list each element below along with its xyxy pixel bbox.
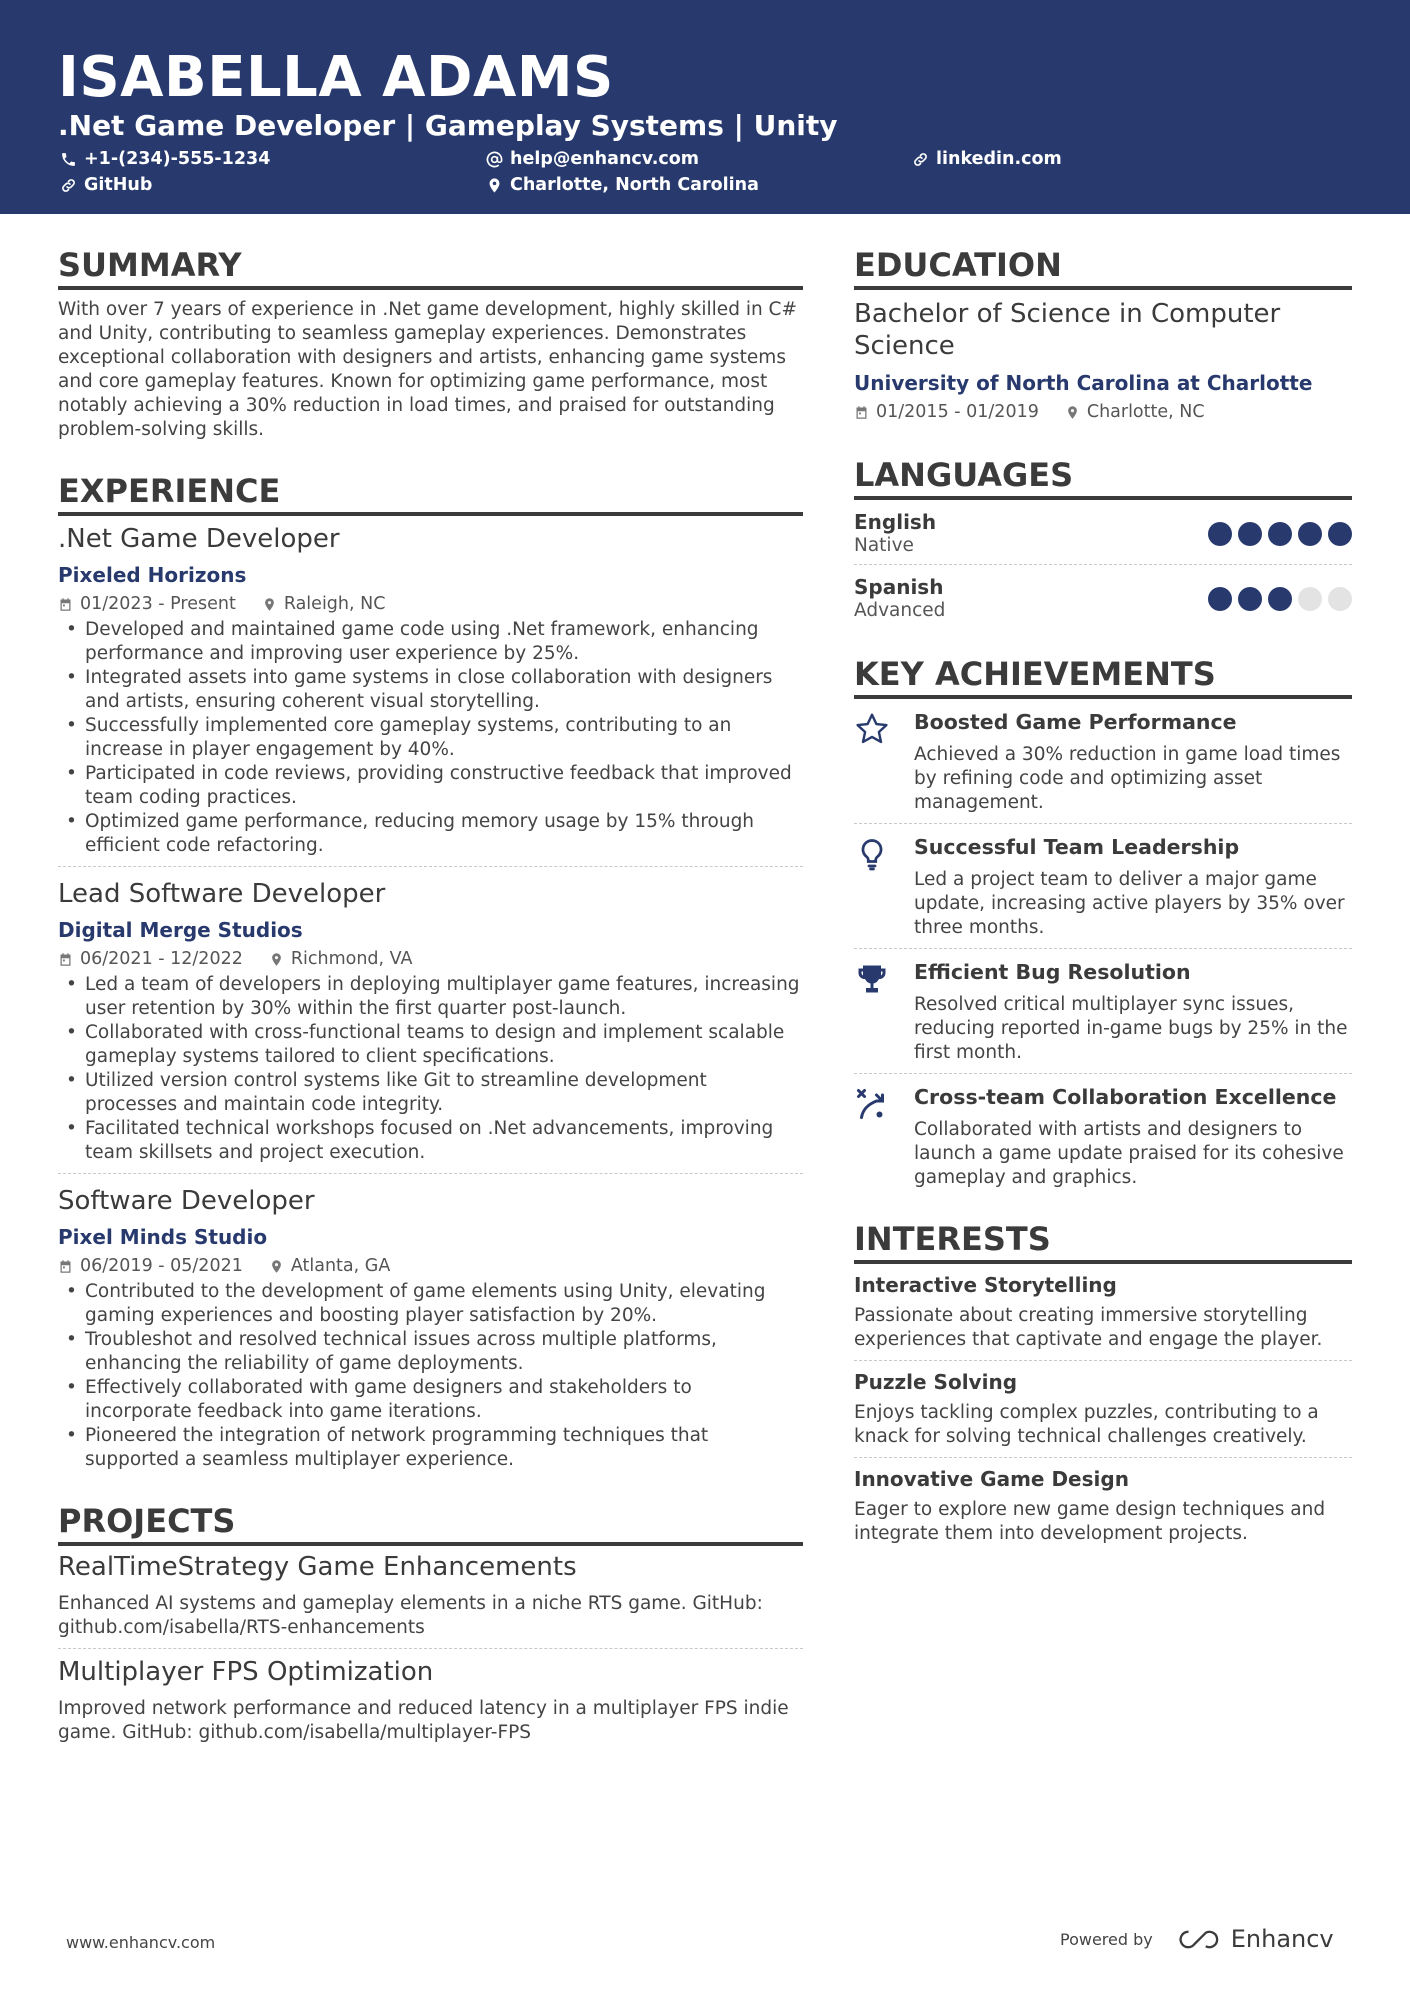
star-icon xyxy=(854,711,890,747)
interest-title: Innovative Game Design xyxy=(854,1467,1129,1491)
phone-text: +1-(234)-555-1234 xyxy=(84,149,271,169)
language-rating xyxy=(1208,587,1352,611)
location-text: Charlotte, North Carolina xyxy=(510,175,759,195)
interest-text: Eager to explore new game design techniques and integrate them into development projects. xyxy=(854,1499,1326,1544)
job-meta xyxy=(58,947,803,971)
language-entry xyxy=(854,565,1352,629)
rating-dot-filled xyxy=(1208,522,1232,546)
job-meta xyxy=(58,1254,803,1278)
project-title: RealTimeStrategy Game Enhancements xyxy=(58,1552,577,1582)
achievement-entry xyxy=(854,699,1352,824)
contact-github[interactable] xyxy=(60,174,152,196)
summary-heading: SUMMARY xyxy=(58,246,803,290)
bullet-item: • Developed and maintained game code using .Net framework, enhancing performance and improving user experience by 25%. xyxy=(58,618,803,666)
interests-section xyxy=(854,1220,1352,1554)
company-name: Pixel Minds Studio xyxy=(58,1225,268,1249)
bullet-item: • Pioneered the integration of network programming techniques that supported a seamless multiplayer experience. xyxy=(58,1424,803,1472)
location-pin-icon xyxy=(269,952,284,967)
school-name: University of North Carolina at Charlotte xyxy=(854,371,1313,395)
company-name: Digital Merge Studios xyxy=(58,918,303,942)
email-text: help@enhancv.com xyxy=(510,149,700,169)
education-heading: EDUCATION xyxy=(854,246,1352,290)
rating-dot-filled xyxy=(1238,587,1262,611)
languages-section xyxy=(854,456,1352,629)
location-pin-icon xyxy=(262,597,277,612)
interest-text: Enjoys tackling complex puzzles, contributing to a knack for solving technical challenges creatively. xyxy=(854,1402,1319,1447)
language-rating xyxy=(1208,522,1352,546)
education-meta xyxy=(854,400,1352,424)
job-location: Atlanta, GA xyxy=(290,1256,391,1276)
calendar-icon xyxy=(58,952,73,967)
bullet-item: • Integrated assets into game systems in close collaboration with designers and artists, ensuring coherent visual storytelling. xyxy=(58,666,803,714)
experience-entry xyxy=(58,877,803,1174)
experience-entry xyxy=(58,522,803,867)
footer-website[interactable]: www.enhancv.com xyxy=(66,1933,216,1952)
contact-linkedin[interactable] xyxy=(912,148,1062,170)
rating-dot-filled xyxy=(1268,587,1292,611)
achievements-heading: KEY ACHIEVEMENTS xyxy=(854,655,1352,699)
language-level: Advanced xyxy=(854,600,946,621)
achievement-entry xyxy=(854,824,1352,949)
calendar-icon xyxy=(58,1259,73,1274)
brand-name: Enhancv xyxy=(1230,1925,1334,1953)
projects-heading: PROJECTS xyxy=(58,1502,803,1546)
bullet-item: • Led a team of developers in deploying multiplayer game features, increasing user retention by 30% within the first quarter post-launch. xyxy=(58,973,803,1021)
job-location: Richmond, VA xyxy=(290,949,413,969)
projects-section xyxy=(58,1502,803,1753)
contact-phone[interactable] xyxy=(60,148,270,170)
enhancv-logo-icon xyxy=(1177,1928,1223,1951)
project-description: Enhanced AI systems and gameplay elements in a niche RTS game. GitHub: github.com/isabella/RTS-enhancements xyxy=(58,1593,763,1638)
link-icon xyxy=(60,177,77,194)
job-meta xyxy=(58,592,803,616)
project-entry xyxy=(58,1550,803,1649)
job-bullets xyxy=(58,973,803,1165)
candidate-role: .Net Game Developer | Gameplay Systems | Unity xyxy=(58,109,838,142)
left-column xyxy=(58,246,803,1759)
achievement-entry xyxy=(854,949,1352,1074)
education-dates: 01/2015 - 01/2019 xyxy=(876,402,1039,422)
achievement-title: Boosted Game Performance xyxy=(914,710,1237,734)
rating-dot-filled xyxy=(1238,522,1262,546)
job-title: Lead Software Developer xyxy=(58,879,386,909)
achievement-entry xyxy=(854,1074,1352,1198)
interest-title: Puzzle Solving xyxy=(854,1370,1018,1394)
job-dates: 06/2021 - 12/2022 xyxy=(80,949,243,969)
brand-logo[interactable] xyxy=(1177,1925,1334,1953)
github-text: GitHub xyxy=(84,175,153,195)
interest-text: Passionate about creating immersive storytelling experiences that captivate and engage the player. xyxy=(854,1305,1323,1350)
right-column xyxy=(854,246,1352,1554)
bullet-item: • Facilitated technical workshops focused on .Net advancements, improving team skillsets and project execution. xyxy=(58,1117,803,1165)
resume-header xyxy=(0,0,1410,214)
trophy-icon xyxy=(854,961,890,997)
project-description: Improved network performance and reduced latency in a multiplayer FPS indie game. GitHub: github.com/isabella/multiplayer-FPS xyxy=(58,1698,789,1743)
languages-heading: LANGUAGES xyxy=(854,456,1352,500)
experience-section xyxy=(58,472,803,1480)
language-name: Spanish xyxy=(854,575,944,599)
interest-title: Interactive Storytelling xyxy=(854,1273,1117,1297)
job-title: .Net Game Developer xyxy=(58,524,340,554)
calendar-icon xyxy=(854,405,869,420)
rating-dot-filled xyxy=(1208,587,1232,611)
candidate-name: ISABELLA ADAMS xyxy=(58,45,614,110)
powered-by-label: Powered by xyxy=(1060,1929,1153,1949)
job-dates: 06/2019 - 05/2021 xyxy=(80,1256,243,1276)
bullet-item: • Participated in code reviews, providing constructive feedback that improved team coding practices. xyxy=(58,762,803,810)
language-name: English xyxy=(854,510,937,534)
location-pin-icon xyxy=(486,177,503,194)
summary-section xyxy=(58,246,803,442)
project-title: Multiplayer FPS Optimization xyxy=(58,1657,434,1687)
job-location: Raleigh, NC xyxy=(283,594,386,614)
phone-icon xyxy=(60,151,77,168)
interests-heading: INTERESTS xyxy=(854,1220,1352,1264)
bullet-item: • Collaborated with cross-functional teams to design and implement scalable gameplay systems tailored to client specifications. xyxy=(58,1021,803,1069)
rating-dot-filled xyxy=(1268,522,1292,546)
achievement-text: Achieved a 30% reduction in game load times by refining code and optimizing asset management. xyxy=(914,744,1341,813)
education-section xyxy=(854,246,1352,424)
location-pin-icon xyxy=(1065,405,1080,420)
achievement-title: Successful Team Leadership xyxy=(914,835,1240,859)
bullet-item: • Effectively collaborated with game designers and stakeholders to incorporate feedback into game iterations. xyxy=(58,1376,803,1424)
job-bullets xyxy=(58,618,803,858)
company-name: Pixeled Horizons xyxy=(58,563,247,587)
job-bullets xyxy=(58,1280,803,1472)
interest-entry xyxy=(854,1361,1352,1458)
bullet-item: • Utilized version control systems like Git to streamline development processes and maintain code integrity. xyxy=(58,1069,803,1117)
degree-title: Bachelor of Science in Computer Science xyxy=(854,299,1281,361)
rating-dot-filled xyxy=(1298,522,1322,546)
experience-entry xyxy=(58,1184,803,1480)
bullet-item: • Troubleshot and resolved technical issues across multiple platforms, enhancing the reliability of game deployments. xyxy=(58,1328,803,1376)
experience-heading: EXPERIENCE xyxy=(58,472,803,516)
contact-location xyxy=(486,174,759,196)
project-entry xyxy=(58,1655,803,1753)
achievement-text: Resolved critical multiplayer sync issues, reducing reported in-game bugs by 25% in the first month. xyxy=(914,994,1348,1063)
rating-dot-empty xyxy=(1328,587,1352,611)
strategy-icon xyxy=(854,1086,890,1122)
interest-entry xyxy=(854,1458,1352,1554)
contact-email[interactable] xyxy=(486,148,699,170)
language-entry xyxy=(854,500,1352,565)
rating-dot-filled xyxy=(1328,522,1352,546)
job-title: Software Developer xyxy=(58,1186,315,1216)
summary-text: With over 7 years of experience in .Net game development, highly skilled in C# and Unity, contributing to seamless gameplay experiences. Demonstrates exceptional collaboration with designers and artists, enhancing game systems and core gameplay features. Known for optimizing game performance, most notably achieving a 30% reduction in load times, and praised for outstanding problem-solving skills. xyxy=(58,299,797,440)
achievement-text: Led a project team to deliver a major game update, increasing active players by 35% over three months. xyxy=(914,869,1345,938)
footer-branding xyxy=(1060,1925,1334,1953)
bullet-item: • Contributed to the development of game elements using Unity, elevating gaming experiences and boosting player satisfaction by 20%. xyxy=(58,1280,803,1328)
at-sign-icon xyxy=(486,151,503,168)
interest-entry xyxy=(854,1264,1352,1361)
linkedin-text: linkedin.com xyxy=(936,149,1062,169)
achievement-title: Efficient Bug Resolution xyxy=(914,960,1191,984)
link-icon xyxy=(912,151,929,168)
job-dates: 01/2023 - Present xyxy=(80,594,236,614)
bullet-item: • Optimized game performance, reducing memory usage by 15% through efficient code refactoring. xyxy=(58,810,803,858)
language-level: Native xyxy=(854,535,914,556)
bullet-item: • Successfully implemented core gameplay systems, contributing to an increase in player engagement by 40%. xyxy=(58,714,803,762)
achievements-section xyxy=(854,655,1352,1198)
calendar-icon xyxy=(58,597,73,612)
location-pin-icon xyxy=(269,1259,284,1274)
education-location: Charlotte, NC xyxy=(1086,402,1205,422)
achievement-title: Cross-team Collaboration Excellence xyxy=(914,1085,1337,1109)
lightbulb-icon xyxy=(854,836,890,872)
rating-dot-empty xyxy=(1298,587,1322,611)
achievement-text: Collaborated with artists and designers to launch a game update praised for its cohesive gameplay and graphics. xyxy=(914,1119,1344,1188)
